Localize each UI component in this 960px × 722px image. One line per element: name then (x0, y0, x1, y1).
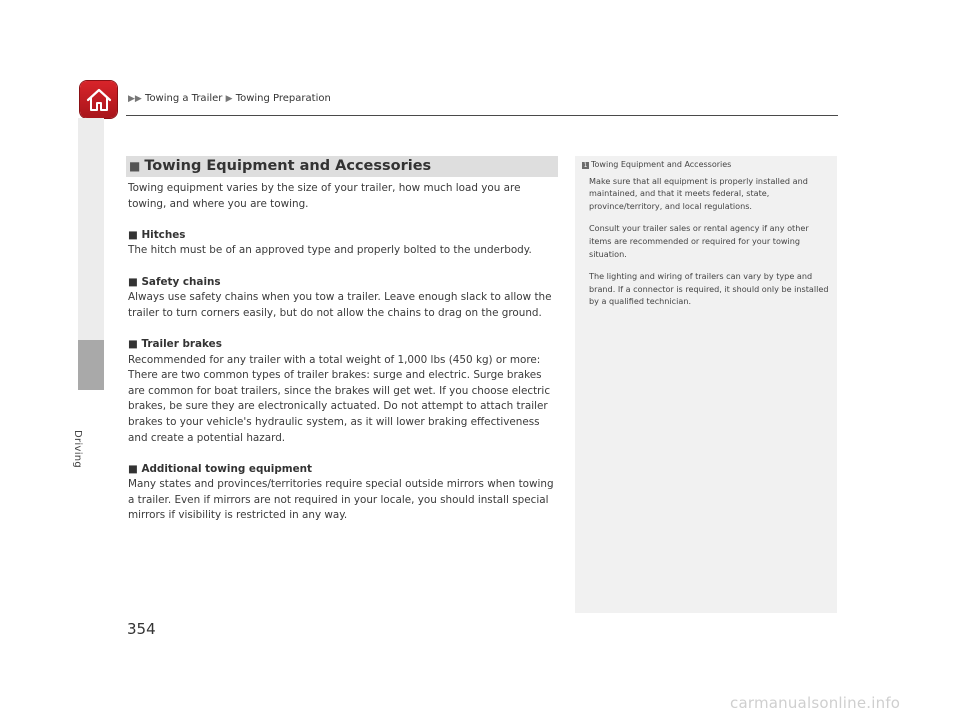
side-note-paragraph: Make sure that all equipment is properly installed and maintained, and that it meets federal, state, province/territory, and local regulations. (589, 175, 808, 211)
breadcrumb-item-towing-a-trailer[interactable]: Towing a Trailer (145, 93, 223, 104)
breadcrumb (128, 93, 331, 104)
book-icon: 1 (583, 162, 588, 169)
black-square-icon: ■ (128, 337, 138, 350)
subsection-body: Many states and provinces/territories require special outside mirrors when towing a trailer. Even if mirrors are not required in your locale, you should install special mirrors if visibility is restricted in any way. (128, 478, 554, 522)
intro-paragraph: Towing equipment varies by the size of your trailer, how much load you are towing, and where you are towing. (128, 182, 521, 210)
subsection-heading: ■ Safety chains (128, 275, 221, 288)
side-tab-indicator[interactable] (78, 340, 104, 390)
black-square-icon: ■ (128, 462, 138, 475)
subsection-body: The hitch must be of an approved type and properly bolted to the underbody. (128, 244, 532, 257)
subsection-heading: ■ Trailer brakes (128, 337, 222, 350)
triangle-right-icon: ▶▶ (128, 94, 142, 104)
section-title: Towing Equipment and Accessories (144, 158, 432, 174)
home-icon (86, 88, 112, 112)
side-note-paragraph: The lighting and wiring of trailers can vary by type and brand. If a connector is required, it should only be installed by a qualified technician. (589, 271, 829, 307)
subsection-body: Recommended for any trailer with a total weight of 1,000 lbs (450 kg) or more: (128, 353, 541, 366)
side-note-panel (575, 156, 837, 613)
triangle-right-icon: ▶ (225, 94, 233, 104)
side-note-paragraph: Consult your trailer sales or rental agency if any other items are recommended or required for your towing situation. (589, 223, 809, 259)
main-content (128, 181, 560, 524)
black-square-icon: ■ (128, 228, 138, 241)
side-tab-track (78, 118, 104, 340)
subsection-body: Always use safety chains when you tow a trailer. Leave enough slack to allow the trailer to turn corners easily, but do not allow the chains to drag on the ground. (128, 291, 552, 319)
page-number: 354 (127, 620, 156, 638)
home-button[interactable] (80, 81, 117, 118)
subsection-body: There are two common types of trailer brakes: surge and electric. Surge brakes are common for boat trailers, since the brakes will get wet. If you choose electric brakes, be sure they are electronically actuated. Do not attempt to attach trailer brakes to your vehicle's hydraulic system, as it will lower braking effectiveness and create a potential hazard. (128, 369, 551, 444)
breadcrumb-item-towing-preparation[interactable]: Towing Preparation (235, 93, 331, 104)
header-divider (126, 115, 838, 116)
black-square-icon: ■ (128, 275, 138, 288)
subsection-heading: ■ Hitches (128, 228, 186, 241)
black-square-icon: ■ (129, 159, 141, 173)
section-heading (126, 156, 558, 177)
subsection-heading: ■ Additional towing equipment (128, 462, 313, 475)
side-tab-label: Driving (72, 430, 83, 469)
side-note-title: 1 Towing Equipment and Accessories (583, 160, 732, 169)
watermark: carmanualsonline.info (730, 694, 901, 712)
